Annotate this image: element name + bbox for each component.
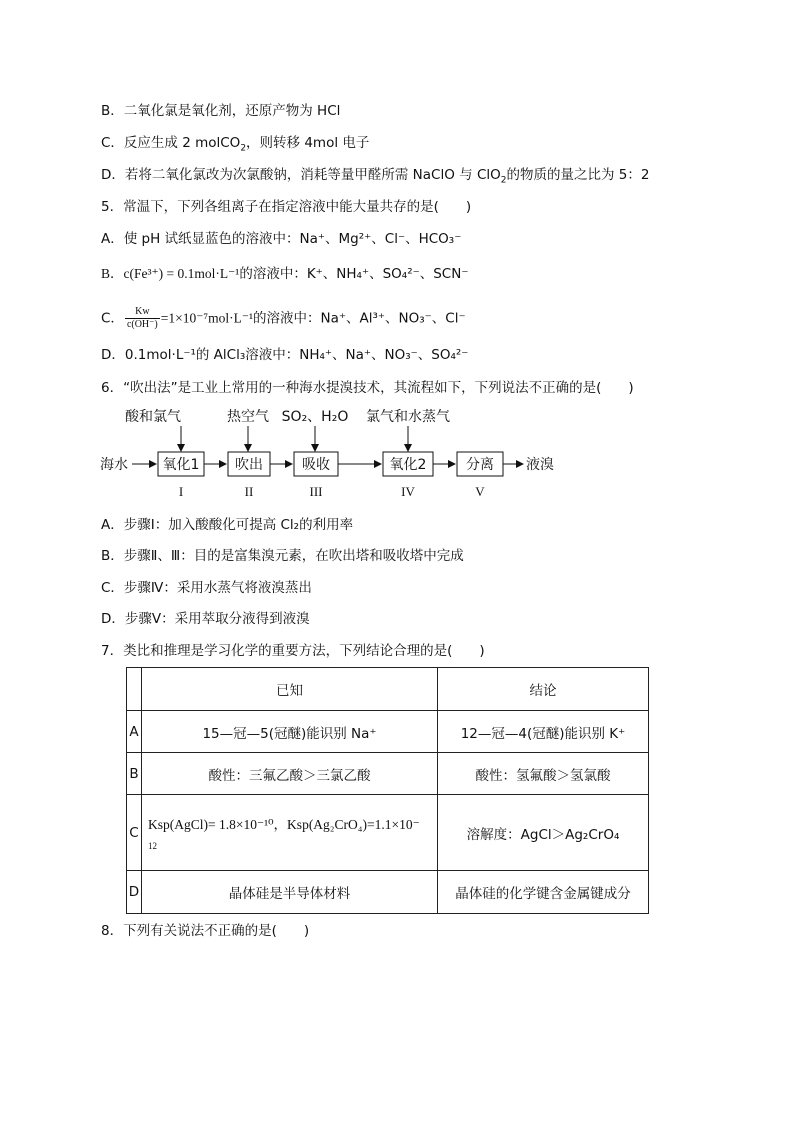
table-row [127, 753, 649, 795]
cell-conclusion: 晶体硅的化学键含金属键成分 [438, 871, 649, 914]
header-cell-blank [127, 668, 142, 711]
row-label: D [127, 871, 142, 914]
q4-option-c [101, 134, 369, 152]
cell-known-line-2: 12 [148, 840, 157, 851]
q7-table [126, 667, 649, 914]
q6-option-d: D．步骤Ⅴ：采用萃取分液得到液溴 [101, 611, 310, 627]
step-label-4: 氧化2 [389, 457, 427, 473]
cell-known-line-1: Ksp(AgCl)= 1.8×10⁻¹⁰，Ksp(Ag₂CrO₄)=1.1×10⁻ [148, 816, 420, 832]
step-label-5: 分离 [466, 457, 494, 473]
q4-option-b: B．二氧化氯是氧化剂，还原产物为 HCl [101, 103, 341, 119]
q5-option-c [101, 306, 466, 331]
q4-option-c-tail: ，则转移 4mol 电子 [246, 135, 370, 151]
cell-known: 15—冠—5(冠醚)能识别 Na⁺ [142, 711, 438, 753]
reagent-acid-chlorine: 酸和氯气 [125, 409, 181, 425]
table-row [127, 711, 649, 753]
cell-conclusion: 12—冠—4(冠醚)能识别 K⁺ [438, 711, 649, 753]
q5-option-d: D．0.1mol·L⁻¹的 AlCl₃溶液中：NH₄⁺、Na⁺、NO₃⁻、SO₄²⁻ [101, 347, 469, 363]
q5-option-b [101, 265, 468, 283]
numeral-3: III [309, 484, 323, 499]
q5-option-c-fraction [125, 306, 160, 331]
step-label-1: 氧化1 [162, 457, 200, 473]
q5-option-c-equation: =1×10⁻⁷mol·L⁻¹ [160, 310, 253, 326]
cell-known: 酸性：三氟乙酸＞三氯乙酸 [142, 753, 438, 795]
q5-fraction-numerator: Kw [125, 306, 160, 319]
q4-option-d-tail: 的物质的量之比为 5：2 [506, 167, 650, 183]
q7-stem: 7．类比和推理是学习化学的重要方法，下列结论合理的是( ) [101, 643, 485, 659]
row-label: B [127, 753, 142, 795]
reagent-hot-air: 热空气 [227, 409, 269, 425]
reagent-chlorine-steam: 氯气和水蒸气 [366, 409, 450, 425]
q5-option-b-text: 的溶液中：K⁺、NH₄⁺、SO₄²⁻、SCN⁻ [239, 266, 469, 282]
header-cell-known: 已知 [142, 668, 438, 711]
q8-stem: 8．下列有关说法不正确的是( ) [101, 923, 310, 939]
q6-option-b: B．步骤Ⅱ、Ⅲ：目的是富集溴元素，在吹出塔和吸收塔中完成 [101, 548, 464, 564]
q6-option-c: C．步骤Ⅳ：采用水蒸气将液溴蒸出 [101, 580, 312, 596]
flow-output-liquid-bromine: 液溴 [526, 457, 554, 473]
q4-option-d-text: D．若将二氧化氯改为次氯酸钠，消耗等量甲醛所需 NaClO 与 ClO [101, 167, 501, 183]
cell-conclusion: 酸性：氢氟酸＞氢氯酸 [438, 753, 649, 795]
q5-option-a: A．使 pH 试纸显蓝色的溶液中：Na⁺、Mg²⁺、Cl⁻、HCO₃⁻ [101, 231, 462, 247]
q4-option-c-sub: 2 [240, 143, 247, 154]
q4-option-d-sub: 2 [500, 175, 507, 186]
reagent-so2-h2o: SO₂、H₂O [281, 409, 349, 425]
numeral-4: IV [401, 484, 415, 499]
cell-conclusion: 溶解度：AgCl＞Ag₂CrO₄ [438, 795, 649, 871]
table-row [127, 871, 649, 914]
step-label-3: 吸收 [302, 457, 330, 473]
row-label: A [127, 711, 142, 753]
cell-known: 晶体硅是半导体材料 [142, 871, 438, 914]
step-label-2: 吹出 [235, 457, 263, 473]
table-header-row [127, 668, 649, 711]
numeral-5: V [475, 484, 485, 499]
q5-option-c-text: 的溶液中：Na⁺、Al³⁺、NO₃⁻、Cl⁻ [253, 310, 466, 327]
table-row [127, 795, 649, 871]
q5-stem: 5．常温下，下列各组离子在指定溶液中能大量共存的是( ) [101, 199, 472, 215]
numeral-2: II [244, 484, 254, 499]
q5-option-c-label: C． [101, 310, 124, 327]
q6-stem: 6．“吹出法”是工业上常用的一种海水提溴技术，其流程如下，下列说法不正确的是( ) [101, 380, 634, 396]
q5-option-b-formula: B．c(Fe³⁺) = 0.1mol·L⁻¹ [101, 266, 240, 281]
q6-option-a: A．步骤Ⅰ：加入酸酸化可提高 Cl₂的利用率 [101, 517, 354, 533]
q4-option-c-text: C．反应生成 2 molCO [101, 135, 241, 151]
bromine-flow-diagram [98, 404, 568, 504]
cell-known [142, 795, 438, 871]
flow-input-seawater: 海水 [100, 457, 128, 473]
numeral-1: I [178, 484, 184, 499]
q4-option-d [101, 166, 649, 184]
q5-fraction-denominator: c(OH⁻) [126, 319, 158, 330]
header-cell-conclusion: 结论 [438, 668, 649, 711]
row-label: C [127, 795, 142, 871]
